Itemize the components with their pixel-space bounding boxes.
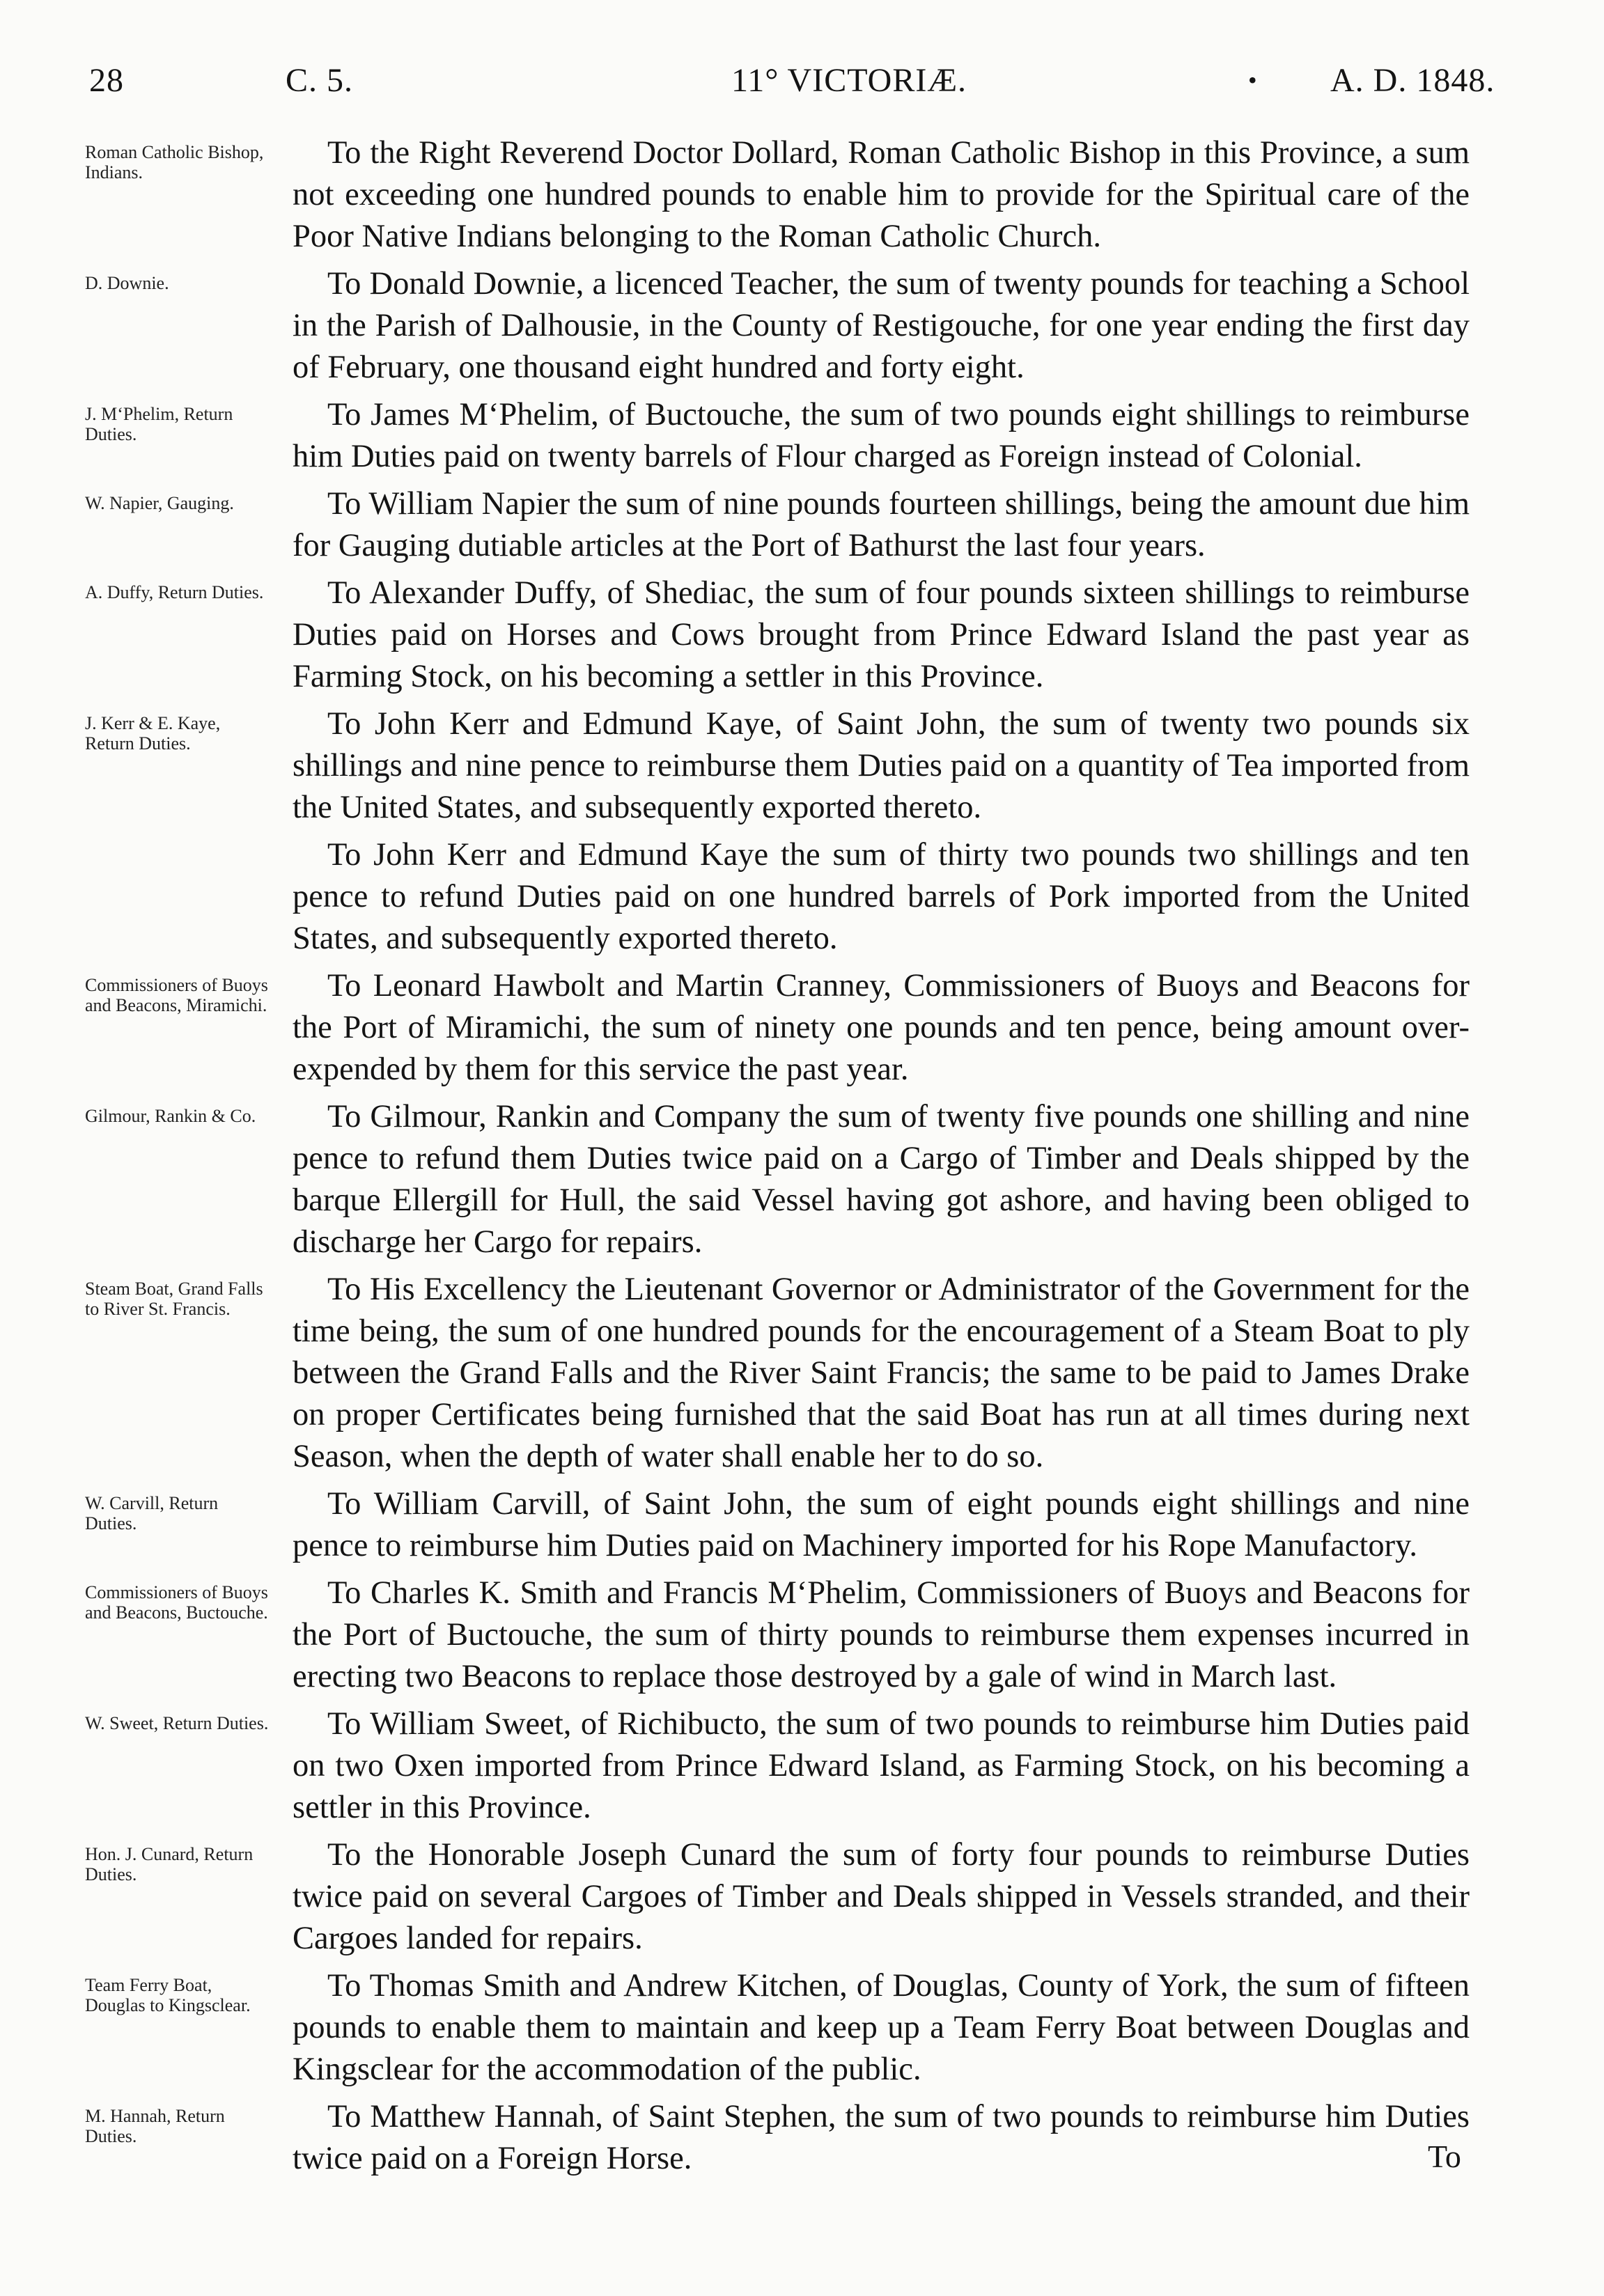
entry-cunard bbox=[0, 1834, 1604, 1960]
margin-note: A. Duffy, Return Duties. bbox=[85, 582, 264, 602]
header-bullet: • bbox=[1248, 66, 1258, 94]
entry-steam-boat bbox=[0, 1269, 1604, 1478]
entry-bishop-dollard bbox=[0, 132, 1604, 258]
margin-note: Team Ferry Boat, Douglas to Kingsclear. bbox=[85, 1975, 251, 2015]
running-head bbox=[0, 61, 1604, 117]
entry-sweet bbox=[0, 1703, 1604, 1829]
page-number: 28 bbox=[89, 62, 124, 99]
paragraph: To His Excellency the Lieutenant Governor or Administrator of the Government for the time being, the sum of one hundred pounds for the encouragement of a Steam Boat to ply between the Grand Falls and the River Saint Francis; the same to be paid to James Drake on proper Certificates being furnished that the said Boat has run at all times during next Season, when the depth of water shall enable her to do so. bbox=[293, 1272, 1470, 1474]
margin-note: Roman Catholic Bishop, Indians. bbox=[85, 142, 264, 182]
entry-downie bbox=[0, 263, 1604, 389]
body-text bbox=[0, 132, 1604, 2185]
paragraph: To William Sweet, of Richibucto, the sum of two pounds to reimburse him Duties paid on two Oxen imported from Prince Edward Island, as Farming Stock, on his becoming a settler in this Province. bbox=[293, 1706, 1470, 1825]
paragraph: To James M‘Phelim, of Buctouche, the sum of two pounds eight shillings to reimburse him Duties paid on twenty barrels of Flour charged as Foreign instead of Colonial. bbox=[293, 397, 1470, 474]
margin-note: D. Downie. bbox=[85, 273, 169, 293]
entry-gilmour-rankin bbox=[0, 1096, 1604, 1263]
margin-note: J. Kerr & E. Kaye, Return Duties. bbox=[85, 713, 221, 753]
entry-buoys-buctouche bbox=[0, 1572, 1604, 1698]
paragraph: To Matthew Hannah, of Saint Stephen, the sum of two pounds to reimburse him Duties twice paid on a Foreign Horse. bbox=[293, 2099, 1470, 2176]
catchword: To bbox=[1428, 2139, 1461, 2174]
entry-ferry-boat bbox=[0, 1965, 1604, 2091]
entry-duffy bbox=[0, 572, 1604, 698]
entry-hannah bbox=[0, 2096, 1604, 2180]
paragraph: To John Kerr and Edmund Kaye the sum of thirty two pounds two shillings and ten pence to refund Duties paid on one hundred barrels of Pork imported from the United States, and subsequently exported thereto. bbox=[293, 837, 1470, 956]
entry-napier bbox=[0, 483, 1604, 567]
paragraph: To Alexander Duffy, of Shediac, the sum of four pounds sixteen shillings to reimburse Duties paid on Horses and Cows brought from Prince Edward Island the past year as Farming Stock, on his becoming a settler in this Province. bbox=[293, 575, 1470, 694]
paragraph: To Leonard Hawbolt and Martin Cranney, Commissioners of Buoys and Beacons for the Port of Miramichi, the sum of ninety one pounds and ten pence, being amount over-expended by them for this service the past year. bbox=[293, 968, 1470, 1087]
margin-note: Gilmour, Rankin & Co. bbox=[85, 1106, 256, 1126]
year-label: A. D. 1848. bbox=[1330, 62, 1495, 99]
paragraph: To John Kerr and Edmund Kaye, of Saint John, the sum of twenty two pounds six shillings and nine pence to reimburse them Duties paid on a quantity of Tea imported from the United States, and subsequently exported thereto. bbox=[293, 706, 1470, 825]
margin-note: Steam Boat, Grand Falls to River St. Francis. bbox=[85, 1279, 263, 1319]
entry-kerr-kaye-tea bbox=[0, 703, 1604, 829]
margin-note: W. Napier, Gauging. bbox=[85, 493, 234, 513]
chapter-label: C. 5. bbox=[286, 62, 354, 99]
paragraph: To William Carvill, of Saint John, the sum of eight pounds eight shillings and nine pence to reimburse him Duties paid on Machinery imported for his Rope Manufactory. bbox=[293, 1486, 1470, 1563]
regnal-year: 11° VICTORIÆ. bbox=[731, 62, 967, 99]
margin-note: W. Sweet, Return Duties. bbox=[85, 1713, 269, 1733]
paragraph: To Gilmour, Rankin and Company the sum of twenty five pounds one shilling and nine pence to refund them Duties twice paid on a Cargo of Timber and Deals shipped by the barque Ellergill for Hull, the said Vessel having got ashore, and having been obliged to discharge her Cargo for repairs. bbox=[293, 1099, 1470, 1260]
margin-note: W. Carvill, Return Duties. bbox=[85, 1493, 219, 1533]
paragraph: To Thomas Smith and Andrew Kitchen, of Douglas, County of York, the sum of fifteen pounds to enable them to maintain and keep up a Team Ferry Boat between Douglas and Kingsclear for the accommodation of the public. bbox=[293, 1968, 1470, 2087]
margin-note: Commissioners of Buoys and Beacons, Miramichi. bbox=[85, 975, 268, 1015]
entry-kerr-kaye-pork bbox=[0, 834, 1604, 960]
paragraph: To the Honorable Joseph Cunard the sum of forty four pounds to reimburse Duties twice paid on several Cargoes of Timber and Deals shipped in Vessels stranded, and their Cargoes landed for repairs. bbox=[293, 1837, 1470, 1956]
entry-carvill bbox=[0, 1483, 1604, 1567]
paragraph: To Donald Downie, a licenced Teacher, the sum of twenty pounds for teaching a School in the Parish of Dalhousie, in the County of Restigouche, for one year ending the first day of February, one thousand eight hundred and forty eight. bbox=[293, 266, 1470, 385]
entry-buoys-miramichi bbox=[0, 965, 1604, 1091]
margin-note: J. M‘Phelim, Return Duties. bbox=[85, 404, 233, 444]
margin-note: M. Hannah, Return Duties. bbox=[85, 2106, 225, 2146]
paragraph: To William Napier the sum of nine pounds fourteen shillings, being the amount due him for Gauging dutiable articles at the Port of Bathurst the last four years. bbox=[293, 486, 1470, 563]
paragraph: To Charles K. Smith and Francis M‘Phelim, Commissioners of Buoys and Beacons for the Port of Buctouche, the sum of thirty pounds to reimburse them expenses incurred in erecting two Beacons to replace those destroyed by a gale of wind in March last. bbox=[293, 1575, 1470, 1694]
paragraph: To the Right Reverend Doctor Dollard, Roman Catholic Bishop in this Province, a sum not exceeding one hundred pounds to enable him to provide for the Spiritual care of the Poor Native Indians belonging to the Roman Catholic Church. bbox=[293, 135, 1470, 254]
entry-mphelim bbox=[0, 394, 1604, 478]
margin-note: Commissioners of Buoys and Beacons, Buctouche. bbox=[85, 1582, 268, 1623]
margin-note: Hon. J. Cunard, Return Duties. bbox=[85, 1844, 254, 1884]
